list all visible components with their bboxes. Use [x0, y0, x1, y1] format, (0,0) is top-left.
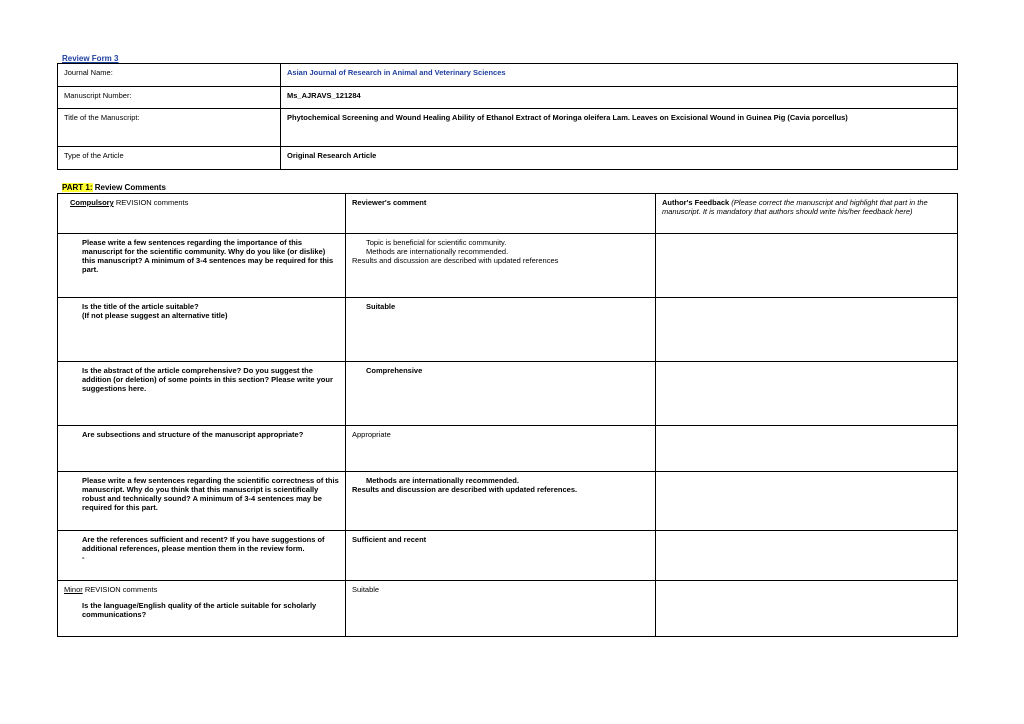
- manuscript-title-label: Title of the Manuscript:: [58, 109, 281, 147]
- minor-rest: REVISION comments: [82, 585, 158, 594]
- question-text: Is the title of the article suitable?: [82, 302, 199, 311]
- question-text: Are the references sufficient and recent? If you have suggestions of additional references, please mention them in the review form.: [82, 535, 325, 553]
- header-author-feedback: [656, 194, 958, 234]
- minor-revision-row: [58, 581, 958, 637]
- question-text: Is the language/English quality of the article suitable for scholarly communications?: [82, 601, 317, 619]
- info-row-journal: [58, 64, 958, 87]
- table-row: [58, 472, 958, 531]
- header-compulsory-rest: REVISION comments: [113, 198, 189, 207]
- author-feedback-cell[interactable]: [656, 298, 958, 362]
- manuscript-info-table: [57, 63, 958, 170]
- question-cell: [58, 298, 346, 362]
- question-text: Are subsections and structure of the manuscript appropriate?: [82, 430, 304, 439]
- author-feedback-cell[interactable]: [656, 426, 958, 472]
- manuscript-number-label: Manuscript Number:: [58, 87, 281, 109]
- reviewer-comment-cell: [346, 362, 656, 426]
- reviewer-comment-line: Appropriate: [352, 430, 391, 439]
- form-title: Review Form 3: [62, 54, 119, 63]
- info-row-type: [58, 147, 958, 170]
- reviewer-comment-line: Methods are internationally recommended.: [366, 247, 509, 256]
- author-feedback-cell[interactable]: [656, 472, 958, 531]
- reviewer-comment-cell: [346, 234, 656, 298]
- reviewer-comment-cell: [346, 531, 656, 581]
- article-type-label: Type of the Article: [58, 147, 281, 170]
- question-text: Please write a few sentences regarding the scientific correctness of this manuscript. Why do you think that this manuscript is scientifically robust and technically sound? A minimum of 3-4 sentences may be required for this part.: [82, 476, 339, 512]
- minor-underlined: Minor: [64, 585, 83, 594]
- reviewer-comment-line: Methods are internationally recommended.: [366, 476, 519, 485]
- table-row: [58, 298, 958, 362]
- journal-label: Journal Name:: [58, 64, 281, 87]
- header-author-feedback-bold: Author's Feedback: [662, 198, 730, 207]
- author-feedback-cell[interactable]: [656, 362, 958, 426]
- header-compulsory-underlined: Compulsory: [70, 198, 114, 207]
- reviewer-comment-line: Sufficient and recent: [352, 535, 427, 544]
- part1-prefix: PART 1:: [62, 183, 93, 192]
- question-text: Is the abstract of the article comprehensive? Do you suggest the addition (or deletion) of some points in this section? Please write your suggestions here.: [82, 366, 333, 393]
- reviewer-comment-line: Results and discussion are described with updated references.: [352, 485, 578, 494]
- review-comments-table: [57, 193, 958, 637]
- reviewer-comment-line: Results and discussion are described with updated references: [352, 256, 559, 265]
- reviewer-comment-line: Suitable: [352, 585, 380, 594]
- reviewer-comment-cell: [346, 426, 656, 472]
- question-cell: [58, 234, 346, 298]
- author-feedback-cell[interactable]: [656, 234, 958, 298]
- manuscript-title-value: Phytochemical Screening and Wound Healing Ability of Ethanol Extract of Moringa oleifera Lam. Leaves on Excisional Wound in Guinea Pig (Cavia porcellus): [281, 109, 958, 147]
- header-reviewer-comment: Reviewer's comment: [346, 194, 656, 234]
- journal-value: Asian Journal of Research in Animal and Veterinary Sciences: [281, 64, 958, 87]
- question-cell: [58, 472, 346, 531]
- part1-heading: [62, 183, 166, 192]
- question-cell: [58, 426, 346, 472]
- header-compulsory: [58, 194, 346, 234]
- part1-title: Review Comments: [92, 183, 166, 192]
- author-feedback-cell[interactable]: [656, 531, 958, 581]
- table-row: [58, 531, 958, 581]
- reviewer-comment-line: Comprehensive: [366, 366, 423, 375]
- author-feedback-cell[interactable]: [656, 581, 958, 637]
- table-row: [58, 234, 958, 298]
- question-text: (If not please suggest an alternative title): [82, 311, 228, 320]
- minor-revision-cell: [58, 581, 346, 637]
- question-cell: [58, 531, 346, 581]
- question-text: Please write a few sentences regarding the importance of this manuscript for the scientific community. Why do you like (or dislike) this manuscript? A minimum of 3-4 sentences may be required for this part.: [82, 238, 334, 274]
- manuscript-number-value: Ms_AJRAVS_121284: [281, 87, 958, 109]
- article-type-value: Original Research Article: [281, 147, 958, 170]
- table-row: [58, 362, 958, 426]
- reviewer-comment-cell: [346, 298, 656, 362]
- header-author-feedback-note: (Please correct the manuscript and highlight that part in the manuscript. It is mandatory that authors should write his/her feedback here): [662, 198, 928, 216]
- info-row-manuscript: [58, 87, 958, 109]
- info-row-title: [58, 109, 958, 147]
- table-row: [58, 426, 958, 472]
- header-row: [58, 194, 958, 234]
- reviewer-comment-cell: [346, 472, 656, 531]
- question-text: -: [82, 553, 85, 562]
- reviewer-comment-line: Suitable: [366, 302, 396, 311]
- reviewer-comment-cell: [346, 581, 656, 637]
- question-cell: [58, 362, 346, 426]
- reviewer-comment-line: Topic is beneficial for scientific community.: [366, 238, 507, 247]
